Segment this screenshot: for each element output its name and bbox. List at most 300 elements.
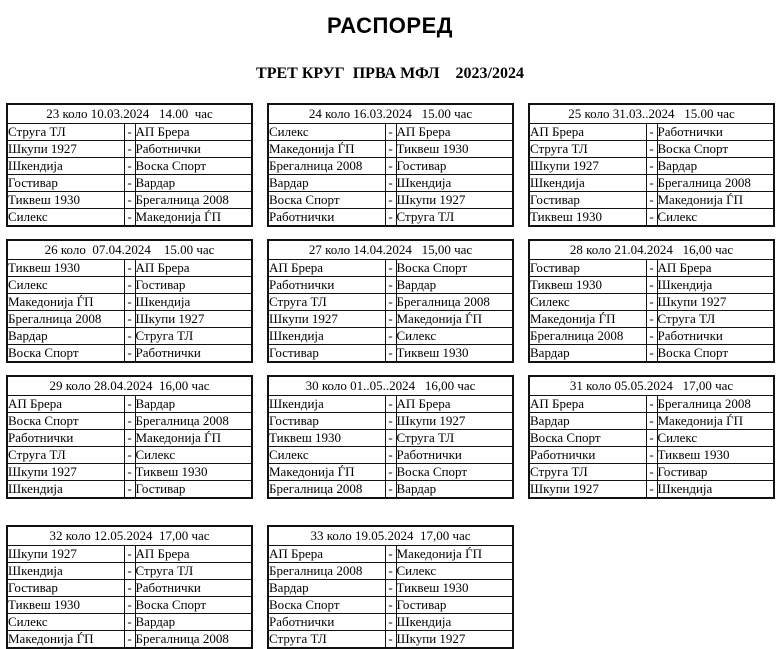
away-team: Воска Спорт [657,141,774,158]
match-row [268,563,513,580]
schedule-grid [6,103,780,649]
home-team: Вардар [7,328,124,345]
vs-dash: - [646,124,657,141]
vs-dash: - [385,260,396,277]
match-row [268,345,513,363]
round-table-23 [6,103,253,227]
vs-dash: - [124,328,135,345]
vs-dash: - [385,141,396,158]
match-row [268,580,513,597]
match-row [7,597,252,614]
away-team: Гостивар [657,464,774,481]
round-header: 27 коло 14.04.2024 15,00 час [268,240,513,260]
away-team: Тиквеш 1930 [396,580,513,597]
away-team: АП Брера [396,396,513,413]
home-team: Шкупи 1927 [268,311,385,328]
home-team: Гостивар [268,413,385,430]
home-team: Брегалница 2008 [268,481,385,499]
away-team: Брегалница 2008 [657,175,774,192]
match-row [268,328,513,345]
home-team: Шкендија [529,175,646,192]
round-table-32 [6,525,253,649]
home-team: Воска Спорт [268,597,385,614]
home-team: Гостивар [529,260,646,277]
vs-dash: - [646,345,657,363]
home-team: Воска Спорт [7,345,124,363]
match-row [268,597,513,614]
match-row [529,260,774,277]
vs-dash: - [385,597,396,614]
away-team: Македонија ЃП [657,413,774,430]
home-team: Вардар [268,580,385,597]
round-table-25 [528,103,775,227]
away-team: Воска Спорт [396,464,513,481]
away-team: Брегалница 2008 [135,631,252,649]
vs-dash: - [124,396,135,413]
home-team: Тиквеш 1930 [268,430,385,447]
away-team: Гостивар [135,277,252,294]
home-team: Брегалница 2008 [268,563,385,580]
vs-dash: - [385,175,396,192]
home-team: Македонија ЃП [268,464,385,481]
vs-dash: - [385,311,396,328]
round-header: 29 коло 28.04.2024 16,00 час [7,376,252,396]
match-row [529,294,774,311]
match-row [268,175,513,192]
match-row [529,430,774,447]
home-team: Тиквеш 1930 [7,192,124,209]
vs-dash: - [385,396,396,413]
vs-dash: - [385,464,396,481]
away-team: Македонија ЃП [135,209,252,227]
match-row [529,447,774,464]
vs-dash: - [385,294,396,311]
match-row [7,175,252,192]
home-team: Тиквеш 1930 [529,209,646,227]
vs-dash: - [385,614,396,631]
vs-dash: - [646,175,657,192]
round-table-33 [267,525,514,649]
vs-dash: - [124,597,135,614]
away-team: Вардар [135,175,252,192]
match-row [7,328,252,345]
home-team: Гостивар [7,580,124,597]
vs-dash: - [124,260,135,277]
match-row [268,277,513,294]
vs-dash: - [646,158,657,175]
home-team: Работнички [529,447,646,464]
page-subtitle: ТРЕТ КРУГ ПРВА МФЛ 2023/2024 [256,65,524,82]
vs-dash: - [646,209,657,227]
home-team: АП Брера [268,260,385,277]
home-team: Струга ТЛ [529,464,646,481]
home-team: Гостивар [529,192,646,209]
vs-dash: - [124,447,135,464]
round-table-30 [267,375,514,499]
match-row [7,464,252,481]
home-team: Струга ТЛ [7,124,124,141]
away-team: Тиквеш 1930 [396,345,513,363]
vs-dash: - [124,209,135,227]
match-row [7,413,252,430]
round-header-row [7,376,252,396]
away-team: Брегалница 2008 [135,413,252,430]
match-row [7,481,252,499]
home-team: Шкупи 1927 [529,481,646,499]
away-team: Тиквеш 1930 [657,447,774,464]
home-team: АП Брера [7,396,124,413]
vs-dash: - [385,481,396,499]
away-team: Воска Спорт [135,597,252,614]
home-team: Шкендија [268,328,385,345]
vs-dash: - [646,260,657,277]
away-team: АП Брера [657,260,774,277]
home-team: Тиквеш 1930 [7,597,124,614]
home-team: Вардар [529,345,646,363]
vs-dash: - [124,175,135,192]
vs-dash: - [385,124,396,141]
round-table-26 [6,239,253,363]
match-row [7,260,252,277]
home-team: Воска Спорт [268,192,385,209]
home-team: АП Брера [529,396,646,413]
match-row [268,260,513,277]
away-team: Работнички [135,141,252,158]
away-team: Струга ТЛ [135,563,252,580]
vs-dash: - [646,311,657,328]
away-team: Македонија ЃП [396,546,513,563]
vs-dash: - [385,158,396,175]
vs-dash: - [124,294,135,311]
home-team: Вардар [268,175,385,192]
away-team: Шкендија [135,294,252,311]
away-team: Струга ТЛ [396,430,513,447]
match-row [529,464,774,481]
match-row [268,447,513,464]
vs-dash: - [124,124,135,141]
round-header: 30 коло 01..05..2024 16,00 час [268,376,513,396]
away-team: Македонија ЃП [135,430,252,447]
away-team: Вардар [135,396,252,413]
home-team: Работнички [268,277,385,294]
match-row [7,546,252,563]
schedule-document [0,13,780,646]
home-team: Струга ТЛ [7,447,124,464]
home-team: Силекс [529,294,646,311]
away-team: АП Брера [135,260,252,277]
away-team: Вардар [396,277,513,294]
home-team: Гостивар [7,175,124,192]
away-team: Шкендија [396,175,513,192]
away-team: Гостивар [135,481,252,499]
away-team: АП Брера [396,124,513,141]
away-team: Гостивар [396,597,513,614]
match-row [7,141,252,158]
away-team: Шкупи 1927 [396,631,513,649]
vs-dash: - [124,430,135,447]
home-team: Македонија ЃП [7,294,124,311]
vs-dash: - [385,447,396,464]
away-team: Струга ТЛ [657,311,774,328]
vs-dash: - [124,158,135,175]
vs-dash: - [385,328,396,345]
round-header-row [268,526,513,546]
match-row [529,413,774,430]
away-team: Вардар [657,158,774,175]
away-team: Струга ТЛ [396,209,513,227]
round-header: 32 коло 12.05.2024 17,00 час [7,526,252,546]
away-team: Вардар [135,614,252,631]
away-team: Силекс [657,430,774,447]
vs-dash: - [124,464,135,481]
away-team: Силекс [135,447,252,464]
home-team: Шкупи 1927 [7,141,124,158]
round-header: 26 коло 07.04.2024 15.00 час [7,240,252,260]
vs-dash: - [124,546,135,563]
away-team: Работнички [135,345,252,363]
round-header-row [529,376,774,396]
match-row [529,192,774,209]
match-row [7,192,252,209]
match-row [7,158,252,175]
match-row [268,396,513,413]
away-team: Шкендија [396,614,513,631]
home-team: Македонија ЃП [268,141,385,158]
away-team: Вардар [396,481,513,499]
round-header: 23 коло 10.03.2024 14.00 час [7,104,252,124]
match-row [529,345,774,363]
vs-dash: - [124,481,135,499]
home-team: Шкупи 1927 [7,464,124,481]
match-row [529,175,774,192]
match-row [7,447,252,464]
home-team: Воска Спорт [7,413,124,430]
home-team: Силекс [7,614,124,631]
vs-dash: - [124,580,135,597]
match-row [529,209,774,227]
vs-dash: - [385,209,396,227]
home-team: Силекс [268,447,385,464]
home-team: Шкендија [7,481,124,499]
match-row [529,311,774,328]
vs-dash: - [124,141,135,158]
away-team: Брегалница 2008 [135,192,252,209]
vs-dash: - [124,563,135,580]
vs-dash: - [385,345,396,363]
home-team: Шкупи 1927 [7,546,124,563]
home-team: Тиквеш 1930 [529,277,646,294]
vs-dash: - [646,141,657,158]
away-team: Шкендија [657,481,774,499]
round-header-row [7,240,252,260]
match-row [268,614,513,631]
vs-dash: - [385,413,396,430]
home-team: Струга ТЛ [529,141,646,158]
match-row [529,124,774,141]
match-row [7,430,252,447]
away-team: Силекс [396,328,513,345]
match-row [268,546,513,563]
round-header: 25 коло 31.03..2024 15.00 час [529,104,774,124]
away-team: Македонија ЃП [396,311,513,328]
away-team: Воска Спорт [657,345,774,363]
home-team: Шкупи 1927 [529,158,646,175]
round-header-row [529,240,774,260]
match-row [529,481,774,499]
match-row [529,141,774,158]
vs-dash: - [385,430,396,447]
away-team: Воска Спорт [396,260,513,277]
home-team: Македонија ЃП [529,311,646,328]
away-team: Тиквеш 1930 [135,464,252,481]
vs-dash: - [646,277,657,294]
match-row [268,124,513,141]
vs-dash: - [385,563,396,580]
round-header: 33 коло 19.05.2024 17,00 час [268,526,513,546]
match-row [268,413,513,430]
home-team: Силекс [7,209,124,227]
vs-dash: - [124,631,135,649]
away-team: Брегалница 2008 [396,294,513,311]
vs-dash: - [646,192,657,209]
away-team: Тиквеш 1930 [396,141,513,158]
match-row [7,345,252,363]
vs-dash: - [646,413,657,430]
away-team: Македонија ЃП [657,192,774,209]
round-table-27 [267,239,514,363]
home-team: Силекс [7,277,124,294]
away-team: Гостивар [396,158,513,175]
away-team: Работнички [135,580,252,597]
match-row [7,631,252,649]
vs-dash: - [646,464,657,481]
home-team: Работнички [268,209,385,227]
away-team: Шкупи 1927 [396,413,513,430]
away-team: АП Брера [135,124,252,141]
round-header: 31 коло 05.05.2024 17,00 час [529,376,774,396]
match-row [268,464,513,481]
vs-dash: - [124,192,135,209]
match-row [7,396,252,413]
vs-dash: - [124,413,135,430]
home-team: Шкендија [7,563,124,580]
home-team: Македонија ЃП [7,631,124,649]
vs-dash: - [124,614,135,631]
away-team: Работнички [396,447,513,464]
match-row [7,580,252,597]
vs-dash: - [646,447,657,464]
round-header-row [7,526,252,546]
match-row [529,277,774,294]
home-team: Струга ТЛ [268,294,385,311]
match-row [7,311,252,328]
home-team: Работнички [268,614,385,631]
away-team: Шкупи 1927 [396,192,513,209]
match-row [268,481,513,499]
round-header-row [268,376,513,396]
match-row [529,328,774,345]
page-title: РАСПОРЕД [327,13,453,38]
round-header-row [529,104,774,124]
vs-dash: - [646,396,657,413]
match-row [268,430,513,447]
away-team: Силекс [396,563,513,580]
home-team: Работнички [7,430,124,447]
away-team: Шкупи 1927 [657,294,774,311]
round-table-31 [528,375,775,499]
round-header: 28 коло 21.04.2024 16,00 час [529,240,774,260]
home-team: АП Брера [268,546,385,563]
away-team: Струга ТЛ [135,328,252,345]
away-team: Работнички [657,124,774,141]
vs-dash: - [385,631,396,649]
match-row [268,294,513,311]
home-team: Вардар [529,413,646,430]
round-header-row [268,240,513,260]
round-table-29 [6,375,253,499]
vs-dash: - [646,328,657,345]
match-row [7,294,252,311]
home-team: Силекс [268,124,385,141]
vs-dash: - [385,192,396,209]
vs-dash: - [385,580,396,597]
home-team: Гостивар [268,345,385,363]
round-table-24 [267,103,514,227]
home-team: Шкендија [268,396,385,413]
match-row [268,209,513,227]
home-team: Брегалница 2008 [7,311,124,328]
match-row [268,311,513,328]
home-team: АП Брера [529,124,646,141]
home-team: Брегалница 2008 [529,328,646,345]
vs-dash: - [646,294,657,311]
match-row [268,141,513,158]
round-header-row [7,104,252,124]
round-header-row [268,104,513,124]
vs-dash: - [385,277,396,294]
away-team: Силекс [657,209,774,227]
round-header: 24 коло 16.03.2024 15.00 час [268,104,513,124]
home-team: Струга ТЛ [268,631,385,649]
match-row [7,277,252,294]
home-team: Брегалница 2008 [268,158,385,175]
match-row [7,124,252,141]
away-team: Шкупи 1927 [135,311,252,328]
round-table-28 [528,239,775,363]
away-team: АП Брера [135,546,252,563]
home-team: Шкендија [7,158,124,175]
vs-dash: - [385,546,396,563]
match-row [7,563,252,580]
away-team: Шкендија [657,277,774,294]
match-row [268,192,513,209]
vs-dash: - [646,430,657,447]
vs-dash: - [646,481,657,499]
vs-dash: - [124,311,135,328]
vs-dash: - [124,277,135,294]
away-team: Брегалница 2008 [657,396,774,413]
away-team: Воска Спорт [135,158,252,175]
away-team: Работнички [657,328,774,345]
vs-dash: - [124,345,135,363]
match-row [268,158,513,175]
home-team: Воска Спорт [529,430,646,447]
match-row [7,614,252,631]
home-team: Тиквеш 1930 [7,260,124,277]
match-row [7,209,252,227]
match-row [268,631,513,649]
match-row [529,396,774,413]
